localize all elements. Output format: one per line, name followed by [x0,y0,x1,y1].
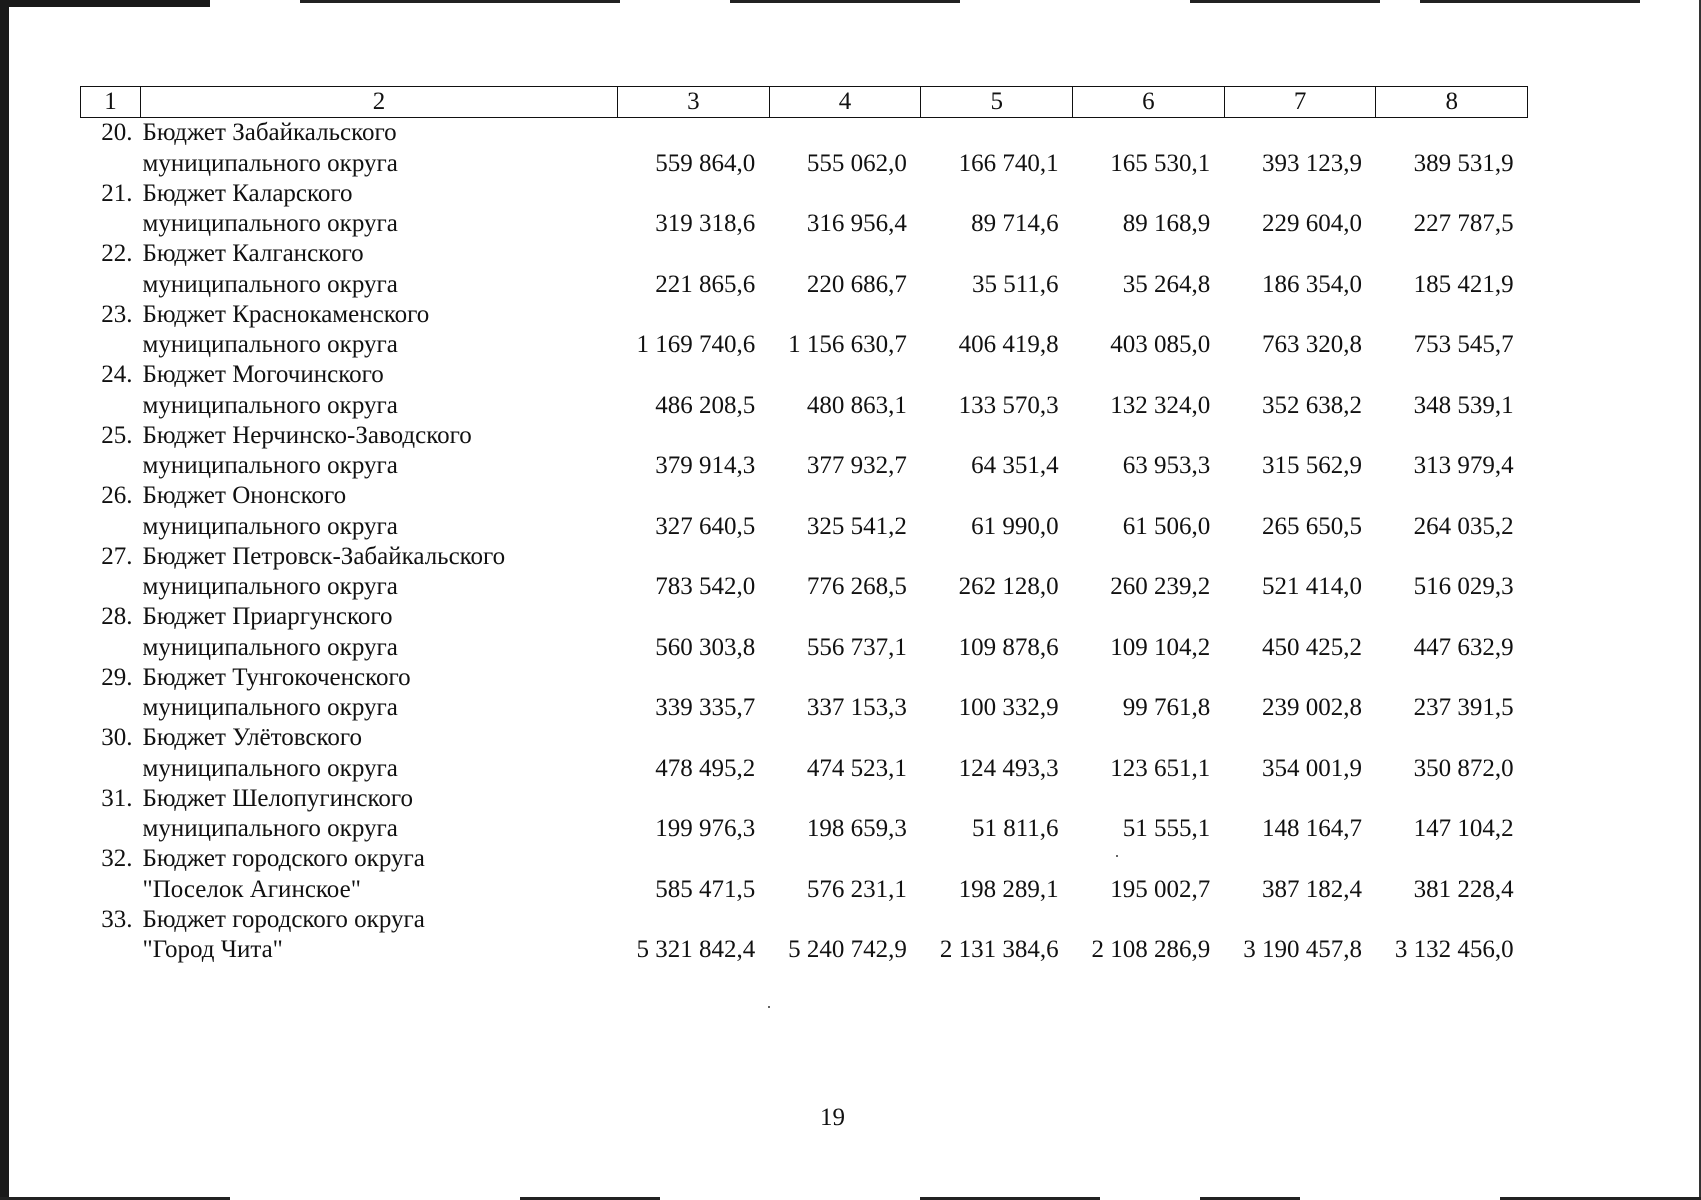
table-row-values [81,874,1528,905]
value-cell-col-3: 1 169 740,6 [636,331,756,358]
value-cell-col-5: 124 493,3 [958,754,1059,782]
blank-cell [618,905,770,935]
blank-cell [618,179,770,209]
table-row-values [81,753,1528,784]
row-index: 24. [101,361,133,388]
header-cell-col-2: 2 [141,87,618,118]
value-cell-col-5: 35 511,6 [971,270,1059,298]
value-cell-col-3: 783 542,0 [655,573,756,600]
table-row [81,421,1528,451]
value-cell-col-4: 474 523,1 [806,754,907,782]
value-cell-col-4: 198 659,3 [806,815,907,842]
value-cell-col-7: 393 123,9 [1261,149,1362,177]
table-row-values [81,148,1528,179]
value-cell-col-4: 325 541,2 [806,512,907,540]
budget-name-line2: муниципального округа [142,815,398,842]
table-row [81,118,1528,149]
value-cell-col-8: 348 539,1 [1413,391,1514,419]
budget-name-line2: "Поселок Агинское" [142,875,361,903]
value-cell-col-8: 389 531,9 [1413,149,1514,177]
value-cell-col-6: 35 264,8 [1122,270,1211,298]
scan-border-left [0,0,9,1200]
header-cell-col-6: 6 [1073,87,1225,118]
blank-cell [618,300,770,330]
budget-name-line2: муниципального округа [142,270,398,298]
blank-cell [81,572,141,603]
blank-cell [921,542,1073,572]
blank-cell [618,481,770,511]
value-cell-col-4: 480 863,1 [806,391,907,419]
blank-cell [81,511,141,542]
table-row [81,239,1528,269]
scan-border-top-corner [0,0,210,7]
value-cell-col-8: 237 391,5 [1413,694,1514,721]
value-cell-col-6: 195 002,7 [1110,875,1211,903]
blank-cell [921,118,1073,149]
value-cell-col-6: 165 530,1 [1110,149,1211,177]
blank-cell [769,360,921,390]
blank-cell [618,421,770,451]
budget-name-line1: Бюджет городского округа [142,905,425,933]
blank-cell [1224,602,1376,632]
budget-name-line2: муниципального округа [142,694,398,721]
blank-cell [1073,239,1225,269]
value-cell-col-7: 352 638,2 [1261,391,1362,419]
value-cell-col-8: 350 872,0 [1413,754,1514,782]
table-row [81,300,1528,330]
value-cell-col-7: 229 604,0 [1261,210,1362,237]
row-index: 33. [101,905,133,933]
blank-cell [1224,663,1376,693]
blank-cell [1224,239,1376,269]
table-row-values [81,451,1528,482]
row-index: 27. [101,542,133,570]
value-cell-col-3: 327 640,5 [655,512,756,540]
value-cell-col-3: 379 914,3 [655,452,756,479]
value-cell-col-4: 377 932,7 [806,452,907,479]
budget-name-line2: "Город Чита" [142,936,283,963]
blank-cell [921,481,1073,511]
blank-cell [1073,421,1225,451]
table-row-values [81,209,1528,240]
budget-name-line1: Бюджет Краснокаменского [142,300,430,328]
blank-cell [618,602,770,632]
value-cell-col-6: 89 168,9 [1122,210,1211,237]
value-cell-col-3: 319 318,6 [655,210,756,237]
row-index: 22. [101,240,133,267]
blank-cell [618,360,770,390]
budget-name-line1: Бюджет Приаргунского [142,603,393,630]
blank-cell [1376,179,1528,209]
blank-cell [921,663,1073,693]
table-row [81,179,1528,209]
budget-name-line1: Бюджет Могочинского [142,361,384,388]
row-index: 23. [101,300,133,328]
table-row-values [81,330,1528,361]
blank-cell [81,269,141,300]
blank-cell [769,118,921,149]
blank-cell [921,360,1073,390]
row-index: 30. [101,724,133,751]
header-cell-col-5: 5 [921,87,1073,118]
blank-cell [1073,663,1225,693]
value-cell-col-3: 585 471,5 [655,875,756,903]
blank-cell [1376,421,1528,451]
blank-cell [81,693,141,724]
blank-cell [921,723,1073,753]
value-cell-col-4: 776 268,5 [806,573,907,600]
value-cell-col-5: 109 878,6 [958,633,1059,661]
table-row-values [81,572,1528,603]
blank-cell [921,844,1073,874]
blank-cell [1224,542,1376,572]
value-cell-col-5: 61 990,0 [971,512,1059,540]
blank-cell [81,935,141,966]
value-cell-col-3: 339 335,7 [655,694,756,721]
value-cell-col-7: 387 182,4 [1261,875,1362,903]
table-row [81,784,1528,814]
budget-name-line1: Бюджет Каларского [142,179,353,207]
blank-cell [921,179,1073,209]
blank-cell [1073,360,1225,390]
value-cell-col-6: 2 108 286,9 [1091,936,1211,963]
value-cell-col-5: 64 351,4 [971,452,1059,479]
blank-cell [1224,723,1376,753]
value-cell-col-7: 354 001,9 [1261,754,1362,782]
blank-cell [769,179,921,209]
header-cell-col-3: 3 [618,87,770,118]
value-cell-col-7: 315 562,9 [1261,452,1362,479]
header-cell-col-4: 4 [769,87,921,118]
value-cell-col-3: 486 208,5 [655,391,756,419]
blank-cell [1224,300,1376,330]
blank-cell [921,784,1073,814]
value-cell-col-6: 123 651,1 [1110,754,1211,782]
scan-speck [768,1006,770,1008]
blank-cell [769,784,921,814]
row-index: 20. [101,119,133,146]
value-cell-col-8: 264 035,2 [1413,512,1514,540]
blank-cell [769,239,921,269]
value-cell-col-7: 450 425,2 [1261,633,1362,661]
budget-name-line1: Бюджет городского округа [142,845,425,872]
value-cell-col-4: 555 062,0 [806,149,907,177]
value-cell-col-3: 5 321 842,4 [636,936,756,963]
blank-cell [1073,481,1225,511]
row-index: 29. [101,663,133,691]
value-cell-col-3: 221 865,6 [655,270,756,298]
value-cell-col-6: 63 953,3 [1122,452,1211,479]
row-index: 31. [101,784,133,812]
value-cell-col-4: 220 686,7 [806,270,907,298]
budget-name-line2: муниципального округа [142,331,398,358]
value-cell-col-6: 99 761,8 [1122,694,1211,721]
value-cell-col-8: 185 421,9 [1413,270,1514,298]
table-row [81,844,1528,874]
budget-name-line2: муниципального округа [142,210,398,237]
blank-cell [921,239,1073,269]
value-cell-col-3: 199 976,3 [655,815,756,842]
table-row-values [81,632,1528,663]
blank-cell [81,874,141,905]
value-cell-col-7: 3 190 457,8 [1243,936,1362,963]
budget-name-line2: муниципального округа [142,633,398,661]
blank-cell [769,602,921,632]
budget-name-line1: Бюджет Шелопугинского [142,784,413,812]
blank-cell [769,542,921,572]
blank-cell [618,784,770,814]
scan-border-top [0,0,1701,3]
blank-cell [1224,784,1376,814]
blank-cell [1224,844,1376,874]
budget-table [80,86,1528,965]
budget-name-line2: муниципального округа [142,754,398,782]
blank-cell [1376,360,1528,390]
budget-name-line2: муниципального округа [142,573,398,600]
row-index: 25. [101,421,133,449]
blank-cell [618,723,770,753]
value-cell-col-5: 89 714,6 [971,210,1059,237]
blank-cell [769,481,921,511]
budget-name-line2: муниципального округа [142,512,398,540]
value-cell-col-6: 403 085,0 [1110,331,1211,358]
blank-cell [1073,118,1225,149]
budget-name-line1: Бюджет Ононского [142,482,347,509]
value-cell-col-6: 51 555,1 [1122,815,1211,842]
value-cell-col-8: 313 979,4 [1413,452,1514,479]
value-cell-col-8: 3 132 456,0 [1394,936,1514,963]
blank-cell [1073,723,1225,753]
header-row [81,87,1528,118]
table-row-values [81,693,1528,724]
row-index: 21. [101,179,133,207]
value-cell-col-8: 447 632,9 [1413,633,1514,661]
value-cell-col-4: 556 737,1 [806,633,907,661]
value-cell-col-5: 406 419,8 [958,331,1059,358]
value-cell-col-5: 133 570,3 [958,391,1059,419]
table-row [81,663,1528,693]
blank-cell [1073,300,1225,330]
header-cell-col-8: 8 [1376,87,1528,118]
table-row-values [81,814,1528,845]
table-body [81,118,1528,966]
budget-name-line2: муниципального округа [142,391,398,419]
blank-cell [921,905,1073,935]
blank-cell [1376,602,1528,632]
blank-cell [1224,421,1376,451]
blank-cell [1376,481,1528,511]
value-cell-col-3: 478 495,2 [655,754,756,782]
budget-name-line1: Бюджет Петровск-Забайкальского [142,542,506,570]
value-cell-col-5: 51 811,6 [971,815,1059,842]
budget-name-line2: муниципального округа [142,149,398,177]
value-cell-col-3: 559 864,0 [655,149,756,177]
row-index: 28. [101,603,133,630]
blank-cell [1224,179,1376,209]
blank-cell [618,844,770,874]
value-cell-col-6: 260 239,2 [1110,573,1211,600]
blank-cell [1376,844,1528,874]
blank-cell [81,330,141,361]
blank-cell [921,300,1073,330]
blank-cell [769,723,921,753]
value-cell-col-4: 5 240 742,9 [788,936,907,963]
blank-cell [618,239,770,269]
blank-cell [1073,542,1225,572]
value-cell-col-4: 316 956,4 [806,210,907,237]
blank-cell [1224,360,1376,390]
budget-name-line1: Бюджет Тунгокоченского [142,663,411,691]
value-cell-col-8: 381 228,4 [1413,875,1514,903]
blank-cell [81,209,141,240]
value-cell-col-8: 753 545,7 [1413,331,1514,358]
header-cell-col-1: 1 [81,87,141,118]
blank-cell [1376,239,1528,269]
table-row [81,723,1528,753]
row-index: 32. [101,845,133,872]
budget-name-line1: Бюджет Нерчинско-Заводского [142,421,472,449]
table-row-values [81,390,1528,421]
value-cell-col-3: 560 303,8 [655,633,756,661]
blank-cell [769,300,921,330]
blank-cell [1376,663,1528,693]
value-cell-col-6: 61 506,0 [1122,512,1211,540]
blank-cell [1073,784,1225,814]
blank-cell [1073,602,1225,632]
value-cell-col-6: 109 104,2 [1110,633,1211,661]
blank-cell [81,148,141,179]
value-cell-col-4: 337 153,3 [806,694,907,721]
value-cell-col-7: 521 414,0 [1261,573,1362,600]
budget-name-line1: Бюджет Улётовского [142,724,363,751]
blank-cell [618,663,770,693]
budget-name-line2: муниципального округа [142,452,398,479]
value-cell-col-5: 262 128,0 [958,573,1059,600]
value-cell-col-7: 763 320,8 [1261,331,1362,358]
blank-cell [921,602,1073,632]
blank-cell [1224,118,1376,149]
table-row [81,542,1528,572]
blank-cell [1073,905,1225,935]
blank-cell [1376,300,1528,330]
value-cell-col-7: 265 650,5 [1261,512,1362,540]
value-cell-col-5: 166 740,1 [958,149,1059,177]
table-header [81,87,1528,118]
blank-cell [1224,481,1376,511]
row-index: 26. [101,482,133,509]
value-cell-col-8: 227 787,5 [1413,210,1514,237]
value-cell-col-8: 516 029,3 [1413,573,1514,600]
blank-cell [618,542,770,572]
budget-name-line1: Бюджет Забайкальского [142,119,397,146]
blank-cell [81,632,141,663]
blank-cell [1376,723,1528,753]
table-row [81,481,1528,511]
scan-speck [1116,855,1118,857]
value-cell-col-7: 186 354,0 [1261,270,1362,298]
blank-cell [618,118,770,149]
value-cell-col-5: 2 131 384,6 [939,936,1059,963]
value-cell-col-7: 148 164,7 [1261,815,1362,842]
value-cell-col-8: 147 104,2 [1413,815,1514,842]
blank-cell [921,421,1073,451]
value-cell-col-4: 1 156 630,7 [788,331,907,358]
value-cell-col-5: 198 289,1 [958,875,1059,903]
table-row [81,360,1528,390]
blank-cell [1376,118,1528,149]
blank-cell [769,844,921,874]
value-cell-col-4: 576 231,1 [806,875,907,903]
table-row-values [81,511,1528,542]
blank-cell [1073,844,1225,874]
table-row-values [81,935,1528,966]
blank-cell [1376,905,1528,935]
value-cell-col-5: 100 332,9 [958,694,1059,721]
table-row [81,905,1528,935]
blank-cell [1376,784,1528,814]
header-cell-col-7: 7 [1224,87,1376,118]
blank-cell [1073,179,1225,209]
blank-cell [1224,905,1376,935]
blank-cell [769,663,921,693]
blank-cell [81,451,141,482]
table-row [81,602,1528,632]
table-row-values [81,269,1528,300]
value-cell-col-6: 132 324,0 [1110,391,1211,419]
blank-cell [769,905,921,935]
blank-cell [81,390,141,421]
blank-cell [1376,542,1528,572]
blank-cell [769,421,921,451]
page-number: 19 [820,1104,845,1131]
blank-cell [81,814,141,845]
value-cell-col-7: 239 002,8 [1261,694,1362,721]
budget-name-line1: Бюджет Калганского [142,240,364,267]
blank-cell [81,753,141,784]
